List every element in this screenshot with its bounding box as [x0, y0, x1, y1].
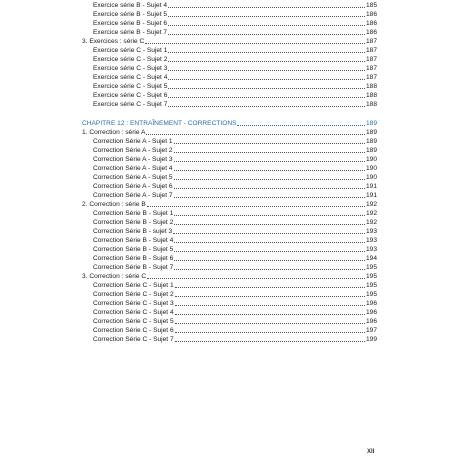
- toc-entry[interactable]: [93, 308, 377, 317]
- leader-dots: [175, 305, 365, 306]
- toc-entry-page: 193: [365, 237, 377, 244]
- leader-dots: [147, 278, 365, 279]
- toc-entry[interactable]: [93, 335, 377, 344]
- leader-dots: [168, 97, 365, 98]
- toc-entry-page: 186: [365, 11, 377, 18]
- toc-entry-page: 188: [365, 83, 377, 90]
- toc-entry[interactable]: [93, 137, 377, 146]
- leader-dots: [174, 197, 365, 198]
- toc-section-label: 2. Correction : série B: [82, 201, 146, 208]
- toc-chapter-heading[interactable]: [82, 119, 377, 128]
- toc-chapter-label: CHAPITRE 12 : ENTRAÎNEMENT - CORRECTIONS: [82, 120, 237, 127]
- toc-entry-page: 189: [365, 147, 377, 154]
- toc-entry-label: Correction Série B - Sujet 1: [93, 210, 174, 217]
- toc-entry-label: Correction Série B - sujet 3: [93, 228, 173, 235]
- toc-entry-page: 190: [365, 165, 377, 172]
- toc-entry-page: 194: [365, 255, 377, 262]
- toc-entry-label: Correction Série B - Sujet 2: [93, 219, 174, 226]
- toc-entry-label: Correction Série B - Sujet 6: [93, 255, 174, 262]
- toc-entry-page: 199: [365, 336, 377, 343]
- toc-entry[interactable]: [93, 317, 377, 326]
- toc-entry-page: 195: [365, 291, 377, 298]
- toc-entry-page: 192: [365, 210, 377, 217]
- toc-entry-label: Correction Série B - Sujet 4: [93, 237, 174, 244]
- toc-entry[interactable]: [93, 227, 377, 236]
- leader-dots: [174, 269, 365, 270]
- toc-entry-label: Correction Série C - Sujet 7: [93, 336, 174, 343]
- leader-dots: [168, 16, 365, 17]
- leader-dots: [174, 224, 365, 225]
- leader-dots: [168, 88, 365, 89]
- toc-entry[interactable]: [93, 1, 377, 10]
- toc-entry[interactable]: [93, 218, 377, 227]
- toc-section-heading[interactable]: [82, 37, 377, 46]
- leader-dots: [168, 52, 365, 53]
- toc-entry[interactable]: [93, 82, 377, 91]
- toc-entry[interactable]: [93, 236, 377, 245]
- toc-entry-page: 186: [365, 20, 377, 27]
- toc-entry[interactable]: [93, 73, 377, 82]
- leader-dots: [145, 43, 365, 44]
- toc-entry[interactable]: [93, 164, 377, 173]
- leader-dots: [147, 206, 365, 207]
- toc-entry-label: Correction Série A - Sujet 1: [93, 138, 173, 145]
- leader-dots: [168, 34, 365, 35]
- page-number: XII: [367, 449, 375, 455]
- toc-entry-page: 195: [365, 273, 377, 280]
- toc-entry[interactable]: [93, 91, 377, 100]
- toc-entry-page: 187: [365, 65, 377, 72]
- toc-entry-page: 192: [365, 219, 377, 226]
- leader-dots: [146, 134, 365, 135]
- toc-entry-label: Correction Série C - Sujet 5: [93, 318, 174, 325]
- leader-dots: [174, 260, 365, 261]
- toc-entry-label: Correction Série A - Sujet 4: [93, 165, 173, 172]
- toc-entry-page: 186: [365, 29, 377, 36]
- toc-entry[interactable]: [93, 28, 377, 37]
- toc-section-heading[interactable]: [82, 128, 377, 137]
- leader-dots: [173, 233, 365, 234]
- leader-dots: [174, 215, 365, 216]
- toc-entry[interactable]: [93, 191, 377, 200]
- toc-entry-page: 195: [365, 264, 377, 271]
- toc-entry-label: Correction Série B - Sujet 7: [93, 264, 174, 271]
- toc-entry-page: 189: [365, 138, 377, 145]
- leader-dots: [175, 341, 365, 342]
- toc-entry-label: Correction Série C - Sujet 4: [93, 309, 174, 316]
- toc-entry-label: Correction Série C - Sujet 3: [93, 300, 174, 307]
- toc-entry-label: Exercice série B - Sujet 5: [93, 11, 168, 18]
- toc-entry[interactable]: [93, 182, 377, 191]
- toc-entry-page: 191: [365, 183, 377, 190]
- toc-entry-page: 196: [365, 318, 377, 325]
- toc-entry-label: Correction Série C - Sujet 2: [93, 291, 174, 298]
- leader-dots: [175, 287, 365, 288]
- toc-entry-page: 197: [365, 327, 377, 334]
- toc-entry-label: Exercice série C - Sujet 7: [93, 101, 168, 108]
- toc-entry-page: 187: [365, 74, 377, 81]
- leader-dots: [175, 314, 365, 315]
- toc-entry-page: 196: [365, 300, 377, 307]
- toc-entry[interactable]: [93, 254, 377, 263]
- toc-entry[interactable]: [93, 209, 377, 218]
- leader-dots: [175, 332, 365, 333]
- leader-dots: [168, 106, 365, 107]
- toc-entry[interactable]: [93, 155, 377, 164]
- toc-entry[interactable]: [93, 173, 377, 182]
- toc-section-heading[interactable]: [82, 272, 377, 281]
- toc-entry-label: Exercice série C - Sujet 4: [93, 74, 168, 81]
- toc-entry-label: Correction Série A - Sujet 6: [93, 183, 173, 190]
- leader-dots: [237, 125, 365, 126]
- toc-section-label: 1. Correction : série A: [82, 129, 146, 136]
- toc-entry-page: 187: [365, 38, 377, 45]
- toc-entry[interactable]: [93, 100, 377, 109]
- leader-dots: [174, 152, 365, 153]
- leader-dots: [174, 251, 365, 252]
- toc-entry[interactable]: [93, 299, 377, 308]
- toc-entry-label: Exercice série C - Sujet 5: [93, 83, 168, 90]
- toc-entry-page: 187: [365, 56, 377, 63]
- leader-dots: [174, 161, 365, 162]
- toc-entry-page: 189: [365, 120, 377, 127]
- toc-entry[interactable]: [93, 290, 377, 299]
- toc-entry-label: Correction Série A - Sujet 7: [93, 192, 173, 199]
- toc-entry-label: Exercice série C - Sujet 2: [93, 56, 168, 63]
- leader-dots: [168, 70, 365, 71]
- toc-entry-page: 193: [365, 246, 377, 253]
- leader-dots: [168, 79, 365, 80]
- toc-entry-page: 187: [365, 47, 377, 54]
- toc-entry-label: Exercice série C - Sujet 1: [93, 47, 168, 54]
- toc-entry-page: 190: [365, 174, 377, 181]
- leader-dots: [175, 323, 365, 324]
- toc-entry[interactable]: [93, 19, 377, 28]
- leader-dots: [174, 242, 365, 243]
- toc-entry-page: 190: [365, 156, 377, 163]
- leader-dots: [174, 179, 365, 180]
- toc-entry-page: 188: [365, 101, 377, 108]
- toc-entry-label: Exercice série B - Sujet 7: [93, 29, 168, 36]
- toc-entry[interactable]: [93, 46, 377, 55]
- leader-dots: [175, 296, 365, 297]
- toc-entry-label: Correction Série B - Sujet 5: [93, 246, 174, 253]
- toc-entry[interactable]: [93, 263, 377, 272]
- toc-entry-label: Correction Série C - Sujet 1: [93, 282, 174, 289]
- toc-entry[interactable]: [93, 55, 377, 64]
- toc-entry-label: Correction Série A - Sujet 5: [93, 174, 173, 181]
- leader-dots: [174, 170, 365, 171]
- toc-entry-label: Exercice série B - Sujet 4: [93, 2, 168, 9]
- leader-dots: [168, 25, 365, 26]
- leader-dots: [168, 61, 365, 62]
- toc-section-label: 3. Exercices : série C: [82, 38, 145, 45]
- toc-entry[interactable]: [93, 281, 377, 290]
- toc-section-heading[interactable]: [82, 200, 377, 209]
- toc-entry[interactable]: [93, 146, 377, 155]
- toc-entry-label: Correction Série A - Sujet 3: [93, 156, 173, 163]
- toc-entry-page: 189: [365, 129, 377, 136]
- toc-entry-page: 196: [365, 309, 377, 316]
- toc-entry[interactable]: [93, 64, 377, 73]
- toc-entry[interactable]: [93, 326, 377, 335]
- toc-entry-label: Correction Série A - Sujet 2: [93, 147, 173, 154]
- toc-entry-page: 188: [365, 92, 377, 99]
- toc-entry[interactable]: [93, 245, 377, 254]
- leader-dots: [168, 7, 365, 8]
- toc-entry-page: 192: [365, 201, 377, 208]
- toc-entry-page: 193: [365, 228, 377, 235]
- toc-section-label: 3. Correction : série C: [82, 273, 147, 280]
- toc-entry-label: Exercice série C - Sujet 6: [93, 92, 168, 99]
- toc-entry-label: Correction Série C - Sujet 6: [93, 327, 174, 334]
- leader-dots: [174, 143, 365, 144]
- toc-entry[interactable]: [93, 10, 377, 19]
- toc-entry-label: Exercice série B - Sujet 6: [93, 20, 168, 27]
- leader-dots: [174, 188, 365, 189]
- toc-entry-page: 195: [365, 282, 377, 289]
- toc-entry-label: Exercice série C - Sujet 3: [93, 65, 168, 72]
- toc-entry-page: 191: [365, 192, 377, 199]
- toc-entry-page: 185: [365, 2, 377, 9]
